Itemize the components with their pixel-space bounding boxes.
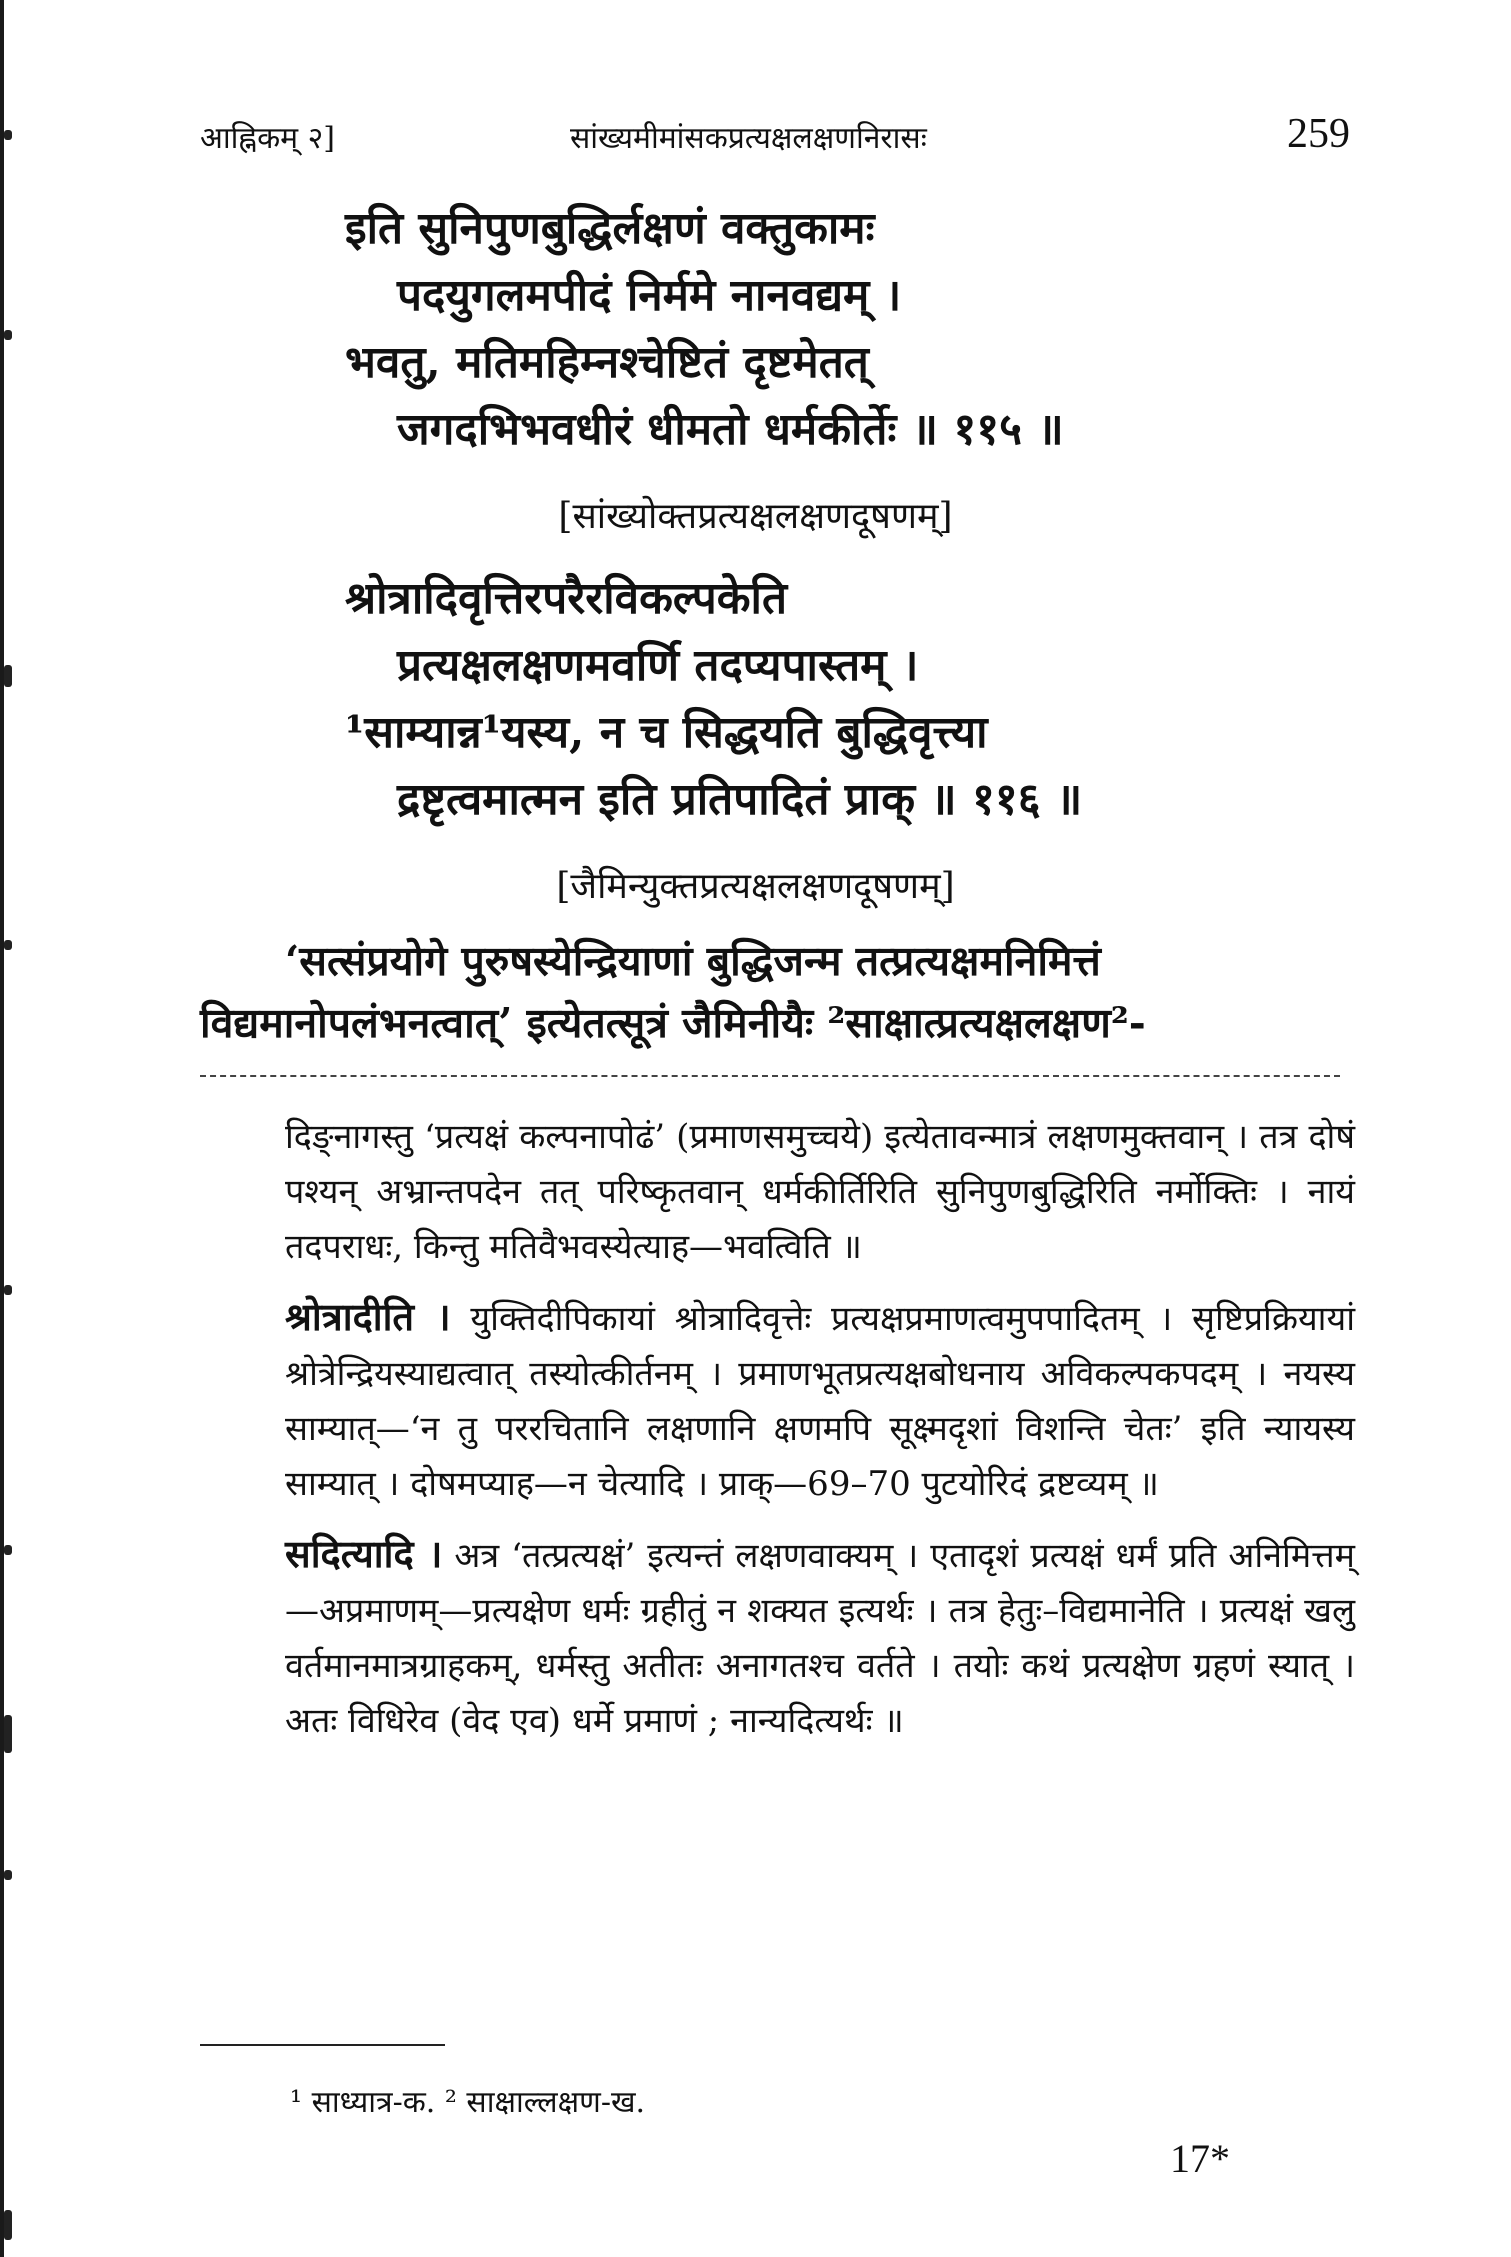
commentary-paragraph <box>200 1289 1355 1512</box>
header-section-label: आह्निकम् २] <box>200 121 335 156</box>
commentary-text: युक्तिदीपिकायां श्रोत्रादिवृत्तेः प्रत्यक्षप्रमाणत्वमुपपादितम् । सृष्टिप्रक्रियायां श्रोत्रेन्द्रियस्याद्यत्वात् तस्योत्कीर्तनम् । प्रमाणभूतप्रत्यक्षबोधनाय अविकल्पकपदम् । नयस्य साम्यात्—‘न तु पररचितानि लक्षणानि क्षणमपि सूक्ष्मदृशां विशन्ति चेतः’ इति न्यायस्य साम्यात् । दोषमप्याह—न चेत्यादि । प्राक्—69–70 पुटयोरिदं द्रष्टव्यम् ॥ <box>285 1299 1356 1504</box>
verse-116 <box>345 565 1082 833</box>
sutra-text <box>200 930 1355 1054</box>
verse-line: प्रत्यक्षलक्षणमवर्णि तदप्यपास्तम् । <box>397 640 919 691</box>
section-heading-jaimini: [जैमिन्युक्तप्रत्यक्षलक्षणदूषणम्] <box>556 866 955 907</box>
commentary-paragraph: दिङ्नागस्तु ‘प्रत्यक्षं कल्पनापोढं’ (प्रमाणसमुच्चये) इत्येतावन्मात्रं लक्षणमुक्तवान् । तत्र दोषं पश्यन् अभ्रान्तपदेन तत् परिष्कृतवान् धर्मकीर्तिरिति सुनिपुणबुद्धिरिति नर्मोक्तिः । नायं तदपराधः, किन्तु मतिवैभवस्येत्याह—भवत्विति ॥ <box>285 1117 1355 1267</box>
sutra-line: विद्यमानोपलंभनत्वात्’ इत्येतत्सूत्रं जैमिनीयैः ²साक्षात्प्रत्यक्षलक्षण²- <box>200 999 1146 1047</box>
header-title: सांख्यमीमांसकप्रत्यक्षलक्षणनिरासः <box>570 121 927 156</box>
verse-line: जगदभिभवधीरं धीमतो धर्मकीर्तेः ॥ ११५ ॥ <box>397 404 1064 455</box>
commentary-paragraph <box>200 1526 1355 1749</box>
commentary-lemma: श्रोत्रादीति । <box>285 1294 451 1339</box>
footnotes: ¹ साध्यात्र-क. ² साक्षाल्लक्षण-ख. <box>290 2085 646 2120</box>
page-number: 259 <box>1287 111 1350 157</box>
running-header <box>200 110 1350 170</box>
footnote-rule <box>200 2044 445 2046</box>
commentary-text: अत्र ‘तत्प्रत्यक्षं’ इत्यन्तं लक्षणवाक्यम् । एतादृशं प्रत्यक्षं धर्मं प्रति अनिमित्तम्—अप्रमाणम्—प्रत्यक्षेण धर्मः ग्रहीतुं न शक्यत इत्यर्थः । तत्र हेतुः–विद्यमानेति । प्रत्यक्षं खलु वर्तमानमात्रग्राहकम्, धर्मस्तु अतीतः अनागतश्च वर्तते । तयोः कथं प्रत्यक्षेण ग्रहणं स्यात् । अतः विधिरेव (वेद एव) धर्मे प्रमाणं ; नान्यदित्यर्थः ॥ <box>285 1536 1355 1741</box>
commentary-lemma: सदित्यादि । <box>285 1531 443 1576</box>
page-margin-marks <box>4 0 18 2257</box>
verse-line: ¹साम्यान्न¹यस्य, न च सिद्धयति बुद्धिवृत्त्या <box>345 707 988 758</box>
commentary <box>200 1110 1355 1749</box>
sutra-line: ‘सत्संप्रयोगे पुरुषस्येन्द्रियाणां बुद्धिजन्म तत्प्रत्यक्षमनिमित्तं <box>285 937 1101 985</box>
verse-line: द्रष्टृत्वमात्मन इति प्रतिपादितं प्राक् ॥ ११६ ॥ <box>397 774 1083 825</box>
commentary-divider <box>200 1075 1340 1077</box>
verse-line: भवतु, मतिमहिम्नश्चेष्टितं दृष्टमेतत् <box>345 337 869 388</box>
section-heading-samkhya: [सांख्योक्तप्रत्यक्षलक्षणदूषणम्] <box>558 496 953 537</box>
verse-line: इति सुनिपुणबुद्धिर्लक्षणं वक्तुकामः <box>345 203 875 254</box>
verse-line: श्रोत्रादिवृत्तिरपरैरविकल्पकेति <box>345 573 788 624</box>
verse-line: पदयुगलमपीदं निर्ममे नानवद्यम् । <box>397 270 902 321</box>
verse-115 <box>345 195 1064 463</box>
signature-mark: 17* <box>1170 2136 1230 2181</box>
